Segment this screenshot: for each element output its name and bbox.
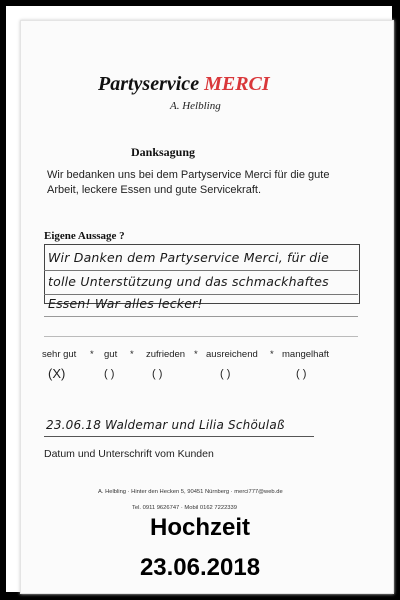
rating-separator: * [90, 349, 94, 360]
event-date: 23.06.2018 [139, 554, 261, 581]
checkbox-ausreichend: ( ) [220, 368, 231, 380]
signature-caption: Datum und Unterschrift vom Kunden [44, 448, 214, 460]
letter-heading: Danksagung [131, 145, 196, 159]
statement-rule [44, 270, 358, 271]
statement-rule [44, 294, 358, 295]
rating-separator: * [270, 349, 274, 360]
checkbox-zufrieden: ( ) [152, 368, 163, 380]
signature-rule [44, 436, 314, 437]
brand-name: Partyservice [98, 73, 200, 95]
rating-separator: * [194, 349, 198, 360]
checkbox-sehr-gut-checked: (X) [48, 366, 66, 381]
rating-separator: * [130, 349, 134, 360]
statement-rule [44, 336, 358, 337]
letter-body: Wir bedanken uns bei dem Partyservice Merci für die gute Arbeit, leckere Essen und gute Servicekraft. [47, 169, 330, 196]
rating-mangelhaft: mangelhaft [282, 349, 330, 360]
rating-ausreichend: ausreichend [206, 349, 258, 360]
rating-gut: gut [104, 349, 118, 360]
statement-rule [44, 316, 358, 317]
checkbox-gut: ( ) [104, 368, 115, 380]
statement-label: Eigene Aussage ? [44, 230, 125, 242]
footer-address: A. Helbling · Hinter den Hecken 5, 90451 Nürnberg · merci777@web.de [98, 489, 283, 495]
brand-accent: MERCI [204, 73, 270, 95]
statement-line: Essen! War alles lecker! [48, 296, 203, 311]
brand-title [98, 73, 270, 96]
statement-line: tolle Unterstützung und das schmackhaftes [48, 274, 329, 289]
signature-handwriting: 23.06.18 Waldemar und Lilia Schöulaß [46, 418, 285, 432]
footer-phone: Tel. 0911 9626747 · Mobil 0162 7222339 [132, 505, 237, 511]
rating-zufrieden: zufrieden [146, 349, 186, 360]
checkbox-mangelhaft: ( ) [296, 368, 307, 380]
rating-sehr-gut: sehr gut [42, 349, 77, 360]
statement-line: Wir Danken dem Partyservice Merci, für die [48, 250, 329, 265]
owner-name: A. Helbling [170, 100, 221, 112]
event-title: Hochzeit [149, 514, 250, 541]
